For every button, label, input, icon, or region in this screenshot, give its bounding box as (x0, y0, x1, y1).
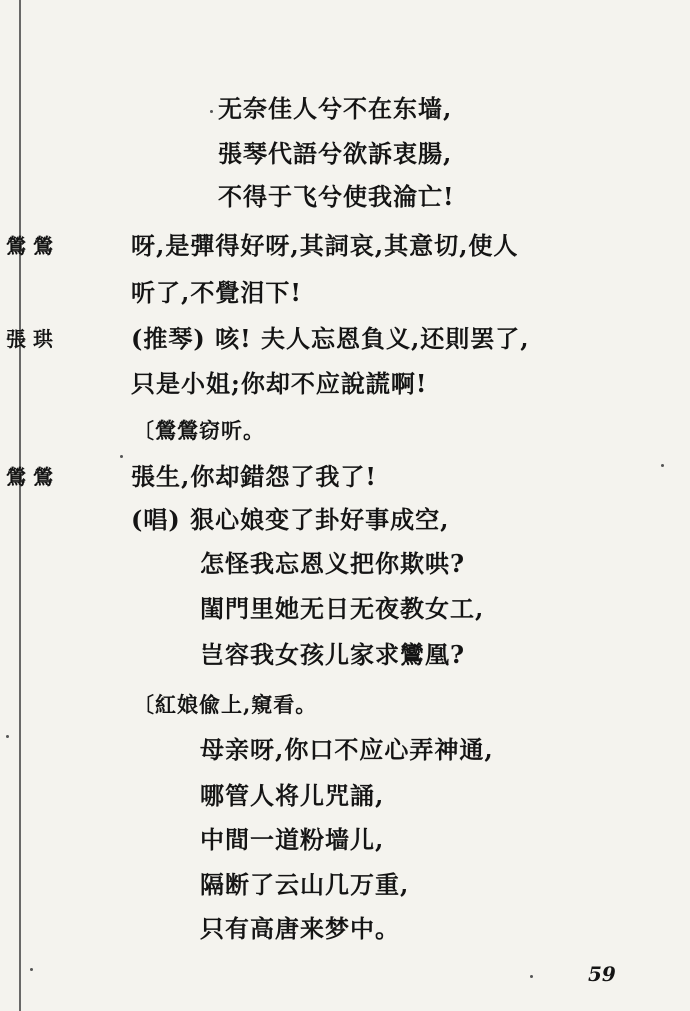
dialogue-line: 只是小姐;你却不应說謊啊! (131, 369, 428, 398)
sung-line: 只有高唐来梦中。 (200, 914, 400, 943)
print-speck (661, 464, 664, 467)
dialogue-line: 張生,你却錯怨了我了! (131, 462, 377, 491)
speaker-zhanggong: 張 珙 (6, 327, 53, 351)
binding-edge (19, 0, 21, 1011)
sung-line: 岂容我女孩儿家求鸞凰? (200, 640, 466, 669)
print-speck (120, 455, 123, 458)
verse-line-3: 不得于飞兮使我淪亡! (218, 182, 455, 211)
sung-line: 怎怪我忘恩义把你欺哄? (200, 549, 466, 578)
page-number: 59 (588, 962, 616, 986)
stage-direction: 〔鶯鶯窃听。 (133, 418, 265, 443)
sung-line: 中間一道粉墙儿, (200, 825, 385, 854)
print-speck (210, 110, 213, 113)
sung-line: 哪管人将儿咒誦, (200, 781, 385, 810)
speaker-yingying: 鶯 鶯 (6, 465, 53, 489)
verse-line-1: 无奈佳人兮不在东墙, (218, 94, 453, 123)
sung-line: 閨門里她无日无夜教女工, (200, 594, 485, 623)
print-speck (530, 975, 533, 978)
stage-direction: 〔紅娘偸上,窺看。 (133, 692, 318, 717)
print-speck (30, 968, 33, 971)
verse-line-2: 張琴代語兮欲訴衷腸, (218, 139, 453, 168)
sung-line: (唱) 狠心娘变了卦好事成空, (131, 505, 450, 534)
sung-line: 母亲呀,你口不应心弄神通, (200, 735, 494, 764)
dialogue-line: 听了,不覺泪下! (131, 278, 302, 307)
speaker-yingying: 鶯 鶯 (6, 234, 53, 258)
dialogue-line: (推琴) 咳! 夫人忘恩負义,还則罢了, (131, 324, 530, 353)
print-speck (6, 735, 9, 738)
dialogue-line: 呀,是彈得好呀,其詞哀,其意切,使人 (131, 231, 519, 260)
sung-line: 隔断了云山几万重, (200, 870, 410, 899)
